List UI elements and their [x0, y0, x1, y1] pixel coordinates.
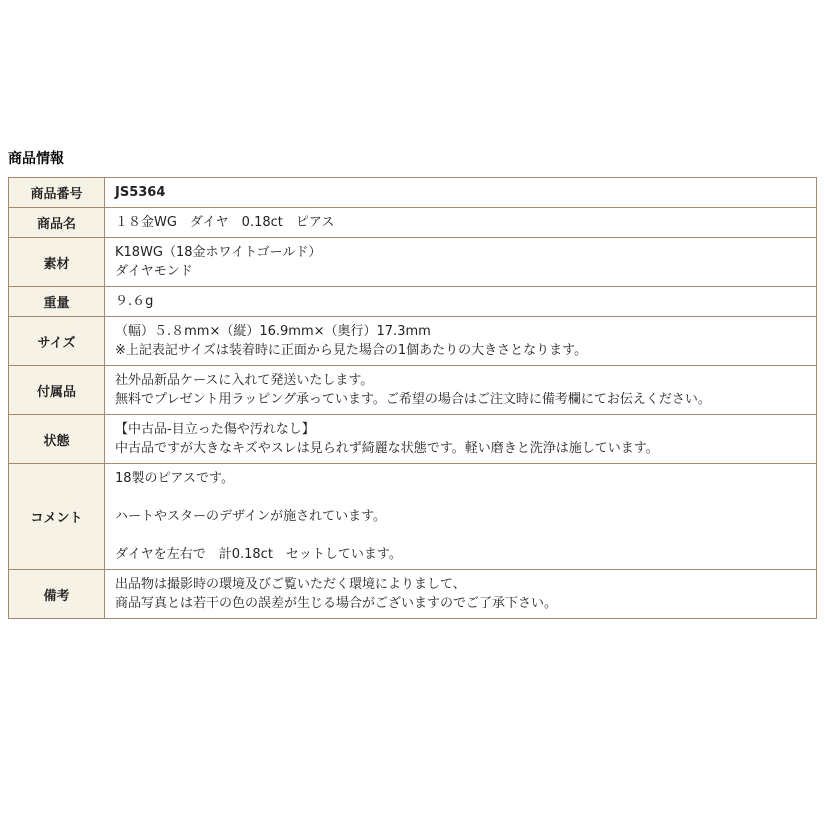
table-row: [9, 415, 817, 464]
row-label: サイズ: [9, 317, 105, 366]
row-value-line: 社外品新品ケースに入れて発送いたします。: [115, 373, 374, 388]
row-value-line: [115, 488, 806, 507]
table-row: [9, 317, 817, 366]
row-value: [105, 287, 817, 317]
row-value-line: K18WG（18金ホワイトゴールド）: [115, 245, 322, 260]
row-value-line: 出品物は撮影時の環境及びご覧いただく環境によりまして、: [115, 577, 466, 592]
row-value-line: ハートやスターのデザインが施されています。: [115, 509, 387, 524]
row-value-line: 18製のピアスです。: [115, 471, 234, 486]
row-label: コメント: [9, 464, 105, 570]
row-value: [105, 178, 817, 208]
row-value: [105, 570, 817, 619]
row-label: 商品名: [9, 208, 105, 238]
product-info-table-body: [9, 178, 817, 619]
section-title: 商品情報: [8, 151, 64, 167]
row-value-line: １８金WG ダイヤ 0.18ct ピアス: [115, 215, 335, 230]
row-value: [105, 464, 817, 570]
row-value: [105, 366, 817, 415]
row-label: 素材: [9, 238, 105, 287]
row-value-line: ダイヤモンド: [115, 264, 193, 279]
row-label: 備考: [9, 570, 105, 619]
row-value-line: 商品写真とは若干の色の誤差が生じる場合がございますのでご了承下さい。: [115, 596, 558, 611]
product-info-table: [8, 177, 817, 619]
row-value-line: 中古品ですが大きなキズやスレは見られず綺麗な状態です。軽い磨きと洗浄は施しています。: [115, 441, 659, 456]
table-row: [9, 366, 817, 415]
row-value-line: 【中古品-目立った傷や汚れなし】: [115, 422, 315, 437]
table-row: [9, 570, 817, 619]
row-value: [105, 415, 817, 464]
row-label: 付属品: [9, 366, 105, 415]
row-label: 商品番号: [9, 178, 105, 208]
table-row: [9, 464, 817, 570]
row-value-line: ※上記表記サイズは装着時に正面から見た場合の1個あたりの大きさとなります。: [115, 343, 588, 358]
row-value-line: ９.６g: [115, 294, 154, 309]
row-value: [105, 317, 817, 366]
row-label: 状態: [9, 415, 105, 464]
row-label: 重量: [9, 287, 105, 317]
row-value-line: JS5364: [115, 185, 166, 200]
table-row: [9, 287, 817, 317]
table-row: [9, 178, 817, 208]
row-value-line: [115, 526, 806, 545]
row-value-line: 無料でプレゼント用ラッピング承っています。ご希望の場合はご注文時に備考欄にてお伝えください。: [115, 392, 711, 407]
row-value: [105, 238, 817, 287]
table-row: [9, 238, 817, 287]
row-value-line: （幅）５.８mm×（縦）16.9mm×（奥行）17.3mm: [115, 324, 431, 339]
row-value-line: ダイヤを左右で 計0.18ct セットしています。: [115, 547, 402, 562]
row-value: [105, 208, 817, 238]
table-row: [9, 208, 817, 238]
